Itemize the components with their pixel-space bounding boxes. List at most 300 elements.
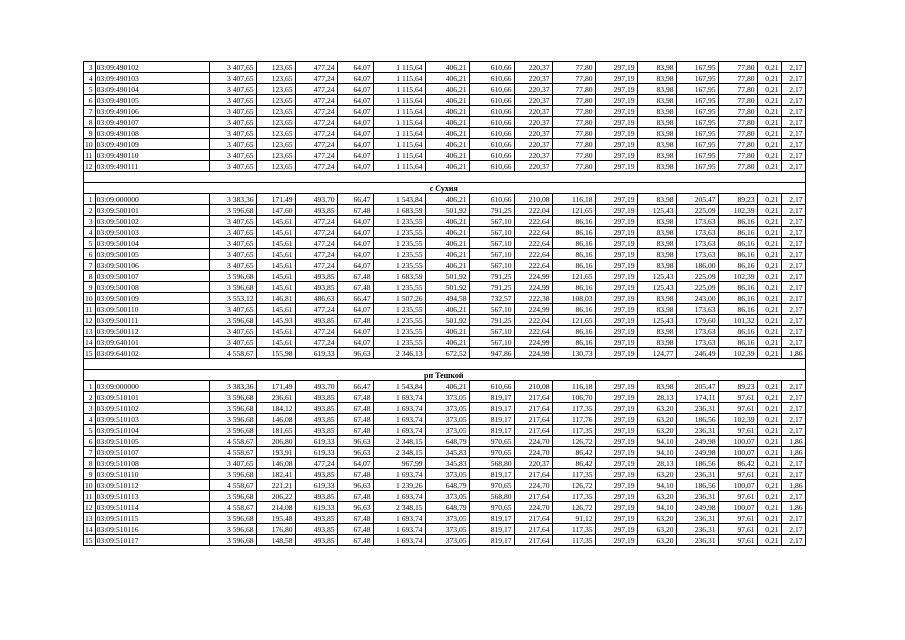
value-cell: 493,70 — [295, 194, 337, 205]
cadastral-code-cell: 03:09:000000 — [95, 381, 209, 392]
value-cell: 126,72 — [552, 502, 595, 513]
value-cell: 297,19 — [595, 216, 637, 227]
value-cell: 64,07 — [337, 95, 373, 106]
value-cell: 145,61 — [256, 249, 295, 260]
row-number-cell: 9 — [84, 469, 96, 480]
value-cell: 224,99 — [514, 304, 552, 315]
value-cell: 63,20 — [637, 491, 676, 502]
value-cell: 2,17 — [781, 150, 805, 161]
value-cell: 2 348,15 — [373, 447, 425, 458]
value-cell: 96,63 — [337, 436, 373, 447]
value-cell: 64,07 — [337, 227, 373, 238]
table-row — [84, 425, 806, 436]
value-cell: 77,80 — [718, 62, 757, 73]
cadastral-code-cell: 03:09:490109 — [95, 139, 209, 150]
value-cell: 0,21 — [757, 62, 781, 73]
value-cell: 97,61 — [718, 403, 757, 414]
value-cell: 145,61 — [256, 227, 295, 238]
value-cell: 64,07 — [337, 304, 373, 315]
table-row — [84, 414, 806, 425]
value-cell: 4 558,67 — [209, 436, 256, 447]
value-cell: 236,31 — [676, 403, 718, 414]
value-cell: 0,21 — [757, 238, 781, 249]
cadastral-code-cell: 03:09:510117 — [95, 535, 209, 546]
value-cell: 3 407,65 — [209, 117, 256, 128]
row-number-cell: 6 — [84, 436, 96, 447]
value-cell: 83,98 — [637, 73, 676, 84]
cadastral-code-cell: 03:09:500105 — [95, 249, 209, 260]
cadastral-code-cell: 03:09:490103 — [95, 73, 209, 84]
value-cell: 567,10 — [469, 238, 514, 249]
value-cell: 0,21 — [757, 216, 781, 227]
value-cell: 67,48 — [337, 513, 373, 524]
value-cell: 406,21 — [425, 84, 469, 95]
value-cell: 493,85 — [295, 282, 337, 293]
value-cell: 1 693,74 — [373, 513, 425, 524]
value-cell: 167,95 — [676, 117, 718, 128]
value-cell: 145,61 — [256, 326, 295, 337]
value-cell: 102,39 — [718, 205, 757, 216]
value-cell: 225,09 — [676, 205, 718, 216]
value-cell: 86,16 — [552, 282, 595, 293]
value-cell: 297,19 — [595, 304, 637, 315]
cadastral-code-cell: 03:09:510114 — [95, 502, 209, 513]
value-cell: 2,17 — [781, 425, 805, 436]
value-cell: 96,63 — [337, 447, 373, 458]
value-cell: 167,95 — [676, 106, 718, 117]
value-cell: 236,31 — [676, 469, 718, 480]
value-cell: 406,21 — [425, 260, 469, 271]
value-cell: 1 115,64 — [373, 117, 425, 128]
value-cell: 0,21 — [757, 513, 781, 524]
cadastral-code-cell: 03:09:490111 — [95, 161, 209, 172]
table-row — [84, 392, 806, 403]
value-cell: 4 558,67 — [209, 447, 256, 458]
value-cell: 1 239,26 — [373, 480, 425, 491]
value-cell: 77,80 — [552, 73, 595, 84]
value-cell: 297,19 — [595, 502, 637, 513]
value-cell: 672,52 — [425, 348, 469, 359]
value-cell: 97,61 — [718, 392, 757, 403]
value-cell: 77,80 — [718, 95, 757, 106]
value-cell: 477,24 — [295, 260, 337, 271]
value-cell: 494,58 — [425, 293, 469, 304]
value-cell: 117,76 — [552, 414, 595, 425]
value-cell: 97,61 — [718, 513, 757, 524]
value-cell: 3 383,36 — [209, 194, 256, 205]
value-cell: 217,64 — [514, 469, 552, 480]
value-cell: 64,07 — [337, 216, 373, 227]
table-row — [84, 249, 806, 260]
value-cell: 125,43 — [637, 315, 676, 326]
value-cell: 2,17 — [781, 139, 805, 150]
value-cell: 477,24 — [295, 249, 337, 260]
value-cell: 83,98 — [637, 337, 676, 348]
value-cell: 220,37 — [514, 62, 552, 73]
cadastral-code-cell: 03:09:510105 — [95, 436, 209, 447]
value-cell: 2,17 — [781, 161, 805, 172]
table-row — [84, 73, 806, 84]
row-number-cell: 12 — [84, 502, 96, 513]
value-cell: 3 383,36 — [209, 381, 256, 392]
table-row — [84, 106, 806, 117]
table-row — [84, 62, 806, 73]
value-cell: 2,17 — [781, 216, 805, 227]
value-cell: 1 235,55 — [373, 326, 425, 337]
value-cell: 222,64 — [514, 326, 552, 337]
value-cell: 345,83 — [425, 447, 469, 458]
row-number-cell: 4 — [84, 227, 96, 238]
table-row — [84, 282, 806, 293]
value-cell: 0,21 — [757, 425, 781, 436]
cadastral-code-cell: 03:09:490105 — [95, 95, 209, 106]
cadastral-code-cell: 03:09:490108 — [95, 128, 209, 139]
value-cell: 501,92 — [425, 205, 469, 216]
section-header-row — [84, 370, 806, 381]
value-cell: 125,43 — [637, 271, 676, 282]
row-number-cell: 11 — [84, 150, 96, 161]
value-cell: 1,86 — [781, 480, 805, 491]
value-cell: 123,65 — [256, 139, 295, 150]
value-cell: 619,33 — [295, 348, 337, 359]
value-cell: 220,37 — [514, 128, 552, 139]
value-cell: 94,10 — [637, 436, 676, 447]
value-cell: 186,00 — [676, 260, 718, 271]
value-cell: 406,21 — [425, 117, 469, 128]
cadastral-code-cell: 03:09:500112 — [95, 326, 209, 337]
value-cell: 186,56 — [676, 458, 718, 469]
value-cell: 477,24 — [295, 106, 337, 117]
value-cell: 297,19 — [595, 150, 637, 161]
value-cell: 1 115,64 — [373, 150, 425, 161]
value-cell: 123,65 — [256, 73, 295, 84]
row-number-cell: 14 — [84, 337, 96, 348]
value-cell: 477,24 — [295, 458, 337, 469]
table-row — [84, 238, 806, 249]
value-cell: 610,66 — [469, 128, 514, 139]
value-cell: 1 693,74 — [373, 403, 425, 414]
value-cell: 83,98 — [637, 161, 676, 172]
value-cell: 67,48 — [337, 535, 373, 546]
value-cell: 0,21 — [757, 326, 781, 337]
value-cell: 217,64 — [514, 535, 552, 546]
value-cell: 0,21 — [757, 337, 781, 348]
value-cell: 67,48 — [337, 491, 373, 502]
value-cell: 217,64 — [514, 491, 552, 502]
value-cell: 970,65 — [469, 447, 514, 458]
row-number-cell: 7 — [84, 260, 96, 271]
cadastral-code-cell: 03:09:500106 — [95, 260, 209, 271]
value-cell: 167,95 — [676, 62, 718, 73]
value-cell: 249,98 — [676, 502, 718, 513]
value-cell: 64,07 — [337, 117, 373, 128]
value-cell: 3 407,65 — [209, 326, 256, 337]
value-cell: 1 693,74 — [373, 535, 425, 546]
value-cell: 493,85 — [295, 491, 337, 502]
cadastral-code-cell: 03:09:510110 — [95, 469, 209, 480]
tariff-table — [83, 61, 806, 546]
value-cell: 220,37 — [514, 161, 552, 172]
value-cell: 108,03 — [552, 293, 595, 304]
value-cell: 67,48 — [337, 403, 373, 414]
value-cell: 77,80 — [552, 62, 595, 73]
value-cell: 86,16 — [718, 260, 757, 271]
value-cell: 477,24 — [295, 150, 337, 161]
value-cell: 3 407,65 — [209, 73, 256, 84]
value-cell: 67,48 — [337, 524, 373, 535]
value-cell: 97,61 — [718, 535, 757, 546]
value-cell: 3 596,68 — [209, 403, 256, 414]
value-cell: 373,05 — [425, 425, 469, 436]
value-cell: 1 507,26 — [373, 293, 425, 304]
value-cell: 220,37 — [514, 95, 552, 106]
value-cell: 217,64 — [514, 403, 552, 414]
value-cell: 220,37 — [514, 458, 552, 469]
value-cell: 221,21 — [256, 480, 295, 491]
value-cell: 100,07 — [718, 480, 757, 491]
value-cell: 1,86 — [781, 436, 805, 447]
value-cell: 83,98 — [637, 249, 676, 260]
value-cell: 1 235,55 — [373, 216, 425, 227]
value-cell: 406,21 — [425, 249, 469, 260]
row-number-cell: 2 — [84, 205, 96, 216]
value-cell: 77,80 — [718, 73, 757, 84]
value-cell: 2,17 — [781, 238, 805, 249]
value-cell: 0,21 — [757, 304, 781, 315]
cadastral-code-cell: 03:09:510102 — [95, 403, 209, 414]
value-cell: 0,21 — [757, 282, 781, 293]
table-row — [84, 150, 806, 161]
value-cell: 2 348,15 — [373, 502, 425, 513]
value-cell: 146,08 — [256, 414, 295, 425]
value-cell: 86,16 — [718, 238, 757, 249]
value-cell: 297,19 — [595, 491, 637, 502]
row-number-cell: 9 — [84, 128, 96, 139]
cadastral-code-cell: 03:09:510107 — [95, 447, 209, 458]
value-cell: 1 115,64 — [373, 139, 425, 150]
row-number-cell: 1 — [84, 194, 96, 205]
value-cell: 2,17 — [781, 293, 805, 304]
value-cell: 297,19 — [595, 436, 637, 447]
value-cell: 373,05 — [425, 469, 469, 480]
value-cell: 123,65 — [256, 106, 295, 117]
value-cell: 86,16 — [718, 227, 757, 238]
value-cell: 64,07 — [337, 128, 373, 139]
value-cell: 220,37 — [514, 84, 552, 95]
value-cell: 64,07 — [337, 326, 373, 337]
cadastral-code-cell: 03:09:500102 — [95, 216, 209, 227]
value-cell: 0,21 — [757, 414, 781, 425]
value-cell: 145,61 — [256, 337, 295, 348]
value-cell: 3 407,65 — [209, 106, 256, 117]
value-cell: 86,16 — [718, 304, 757, 315]
value-cell: 406,21 — [425, 194, 469, 205]
table-row — [84, 315, 806, 326]
value-cell: 477,24 — [295, 304, 337, 315]
value-cell: 297,19 — [595, 513, 637, 524]
value-cell: 819,17 — [469, 425, 514, 436]
value-cell: 66,47 — [337, 293, 373, 304]
value-cell: 3 596,68 — [209, 205, 256, 216]
value-cell: 83,98 — [637, 150, 676, 161]
value-cell: 123,65 — [256, 150, 295, 161]
value-cell: 2,17 — [781, 260, 805, 271]
value-cell: 64,07 — [337, 139, 373, 150]
value-cell: 83,98 — [637, 62, 676, 73]
value-cell: 493,85 — [295, 469, 337, 480]
value-cell: 493,85 — [295, 392, 337, 403]
row-number-cell: 4 — [84, 414, 96, 425]
value-cell: 501,92 — [425, 282, 469, 293]
value-cell: 297,19 — [595, 139, 637, 150]
value-cell: 1 235,55 — [373, 337, 425, 348]
value-cell: 117,35 — [552, 491, 595, 502]
value-cell: 220,37 — [514, 139, 552, 150]
value-cell: 3 596,68 — [209, 535, 256, 546]
value-cell: 224,70 — [514, 436, 552, 447]
row-number-cell: 10 — [84, 293, 96, 304]
value-cell: 77,80 — [552, 128, 595, 139]
value-cell: 493,85 — [295, 315, 337, 326]
section-title: с Сухия — [84, 183, 806, 194]
spacer-cell — [84, 172, 806, 183]
value-cell: 297,19 — [595, 73, 637, 84]
value-cell: 1 235,55 — [373, 304, 425, 315]
value-cell: 3 596,68 — [209, 425, 256, 436]
value-cell: 77,80 — [552, 117, 595, 128]
value-cell: 1 115,64 — [373, 95, 425, 106]
value-cell: 0,21 — [757, 161, 781, 172]
value-cell: 83,98 — [637, 381, 676, 392]
value-cell: 63,20 — [637, 513, 676, 524]
value-cell: 3 596,68 — [209, 392, 256, 403]
value-cell: 97,61 — [718, 469, 757, 480]
value-cell: 0,21 — [757, 447, 781, 458]
value-cell: 297,19 — [595, 117, 637, 128]
value-cell: 477,24 — [295, 62, 337, 73]
cadastral-code-cell: 03:09:500107 — [95, 271, 209, 282]
value-cell: 2,17 — [781, 106, 805, 117]
value-cell: 97,61 — [718, 524, 757, 535]
value-cell: 64,07 — [337, 73, 373, 84]
value-cell: 102,39 — [718, 348, 757, 359]
table-row — [84, 381, 806, 392]
value-cell: 249,98 — [676, 436, 718, 447]
value-cell: 2 346,13 — [373, 348, 425, 359]
section-header-row — [84, 183, 806, 194]
row-number-cell: 15 — [84, 348, 96, 359]
value-cell: 86,42 — [552, 447, 595, 458]
value-cell: 224,70 — [514, 502, 552, 513]
value-cell: 501,92 — [425, 315, 469, 326]
value-cell: 819,17 — [469, 524, 514, 535]
value-cell: 610,66 — [469, 381, 514, 392]
value-cell: 86,16 — [718, 249, 757, 260]
value-cell: 94,10 — [637, 480, 676, 491]
value-cell: 3 553,12 — [209, 293, 256, 304]
table-row — [84, 194, 806, 205]
value-cell: 1 683,59 — [373, 205, 425, 216]
value-cell: 123,65 — [256, 62, 295, 73]
value-cell: 1 235,55 — [373, 260, 425, 271]
value-cell: 97,61 — [718, 425, 757, 436]
value-cell: 297,19 — [595, 337, 637, 348]
value-cell: 619,33 — [295, 436, 337, 447]
value-cell: 0,21 — [757, 95, 781, 106]
value-cell: 4 558,67 — [209, 480, 256, 491]
value-cell: 2 348,15 — [373, 436, 425, 447]
value-cell: 86,16 — [718, 337, 757, 348]
cadastral-code-cell: 03:09:500111 — [95, 315, 209, 326]
value-cell: 236,31 — [676, 524, 718, 535]
value-cell: 224,99 — [514, 348, 552, 359]
value-cell: 297,19 — [595, 227, 637, 238]
table-row — [84, 117, 806, 128]
value-cell: 117,35 — [552, 469, 595, 480]
value-cell: 66,47 — [337, 194, 373, 205]
value-cell: 477,24 — [295, 84, 337, 95]
value-cell: 186,56 — [676, 480, 718, 491]
value-cell: 406,21 — [425, 73, 469, 84]
value-cell: 64,07 — [337, 238, 373, 249]
value-cell: 297,19 — [595, 62, 637, 73]
value-cell: 2,17 — [781, 205, 805, 216]
value-cell: 224,99 — [514, 282, 552, 293]
value-cell: 373,05 — [425, 535, 469, 546]
value-cell: 610,66 — [469, 73, 514, 84]
value-cell: 86,16 — [718, 293, 757, 304]
value-cell: 225,09 — [676, 271, 718, 282]
value-cell: 486,63 — [295, 293, 337, 304]
value-cell: 619,33 — [295, 447, 337, 458]
cadastral-code-cell: 03:09:510113 — [95, 491, 209, 502]
value-cell: 3 596,68 — [209, 491, 256, 502]
cadastral-code-cell: 03:09:490110 — [95, 150, 209, 161]
row-number-cell: 14 — [84, 524, 96, 535]
value-cell: 224,99 — [514, 271, 552, 282]
value-cell: 297,19 — [595, 480, 637, 491]
value-cell: 77,80 — [552, 161, 595, 172]
value-cell: 171,49 — [256, 381, 295, 392]
value-cell: 86,16 — [552, 326, 595, 337]
row-number-cell: 6 — [84, 95, 96, 106]
value-cell: 477,24 — [295, 337, 337, 348]
value-cell: 220,37 — [514, 117, 552, 128]
value-cell: 96,63 — [337, 480, 373, 491]
row-number-cell: 11 — [84, 304, 96, 315]
value-cell: 493,85 — [295, 524, 337, 535]
value-cell: 28,13 — [637, 458, 676, 469]
value-cell: 94,10 — [637, 502, 676, 513]
value-cell: 0,21 — [757, 381, 781, 392]
value-cell: 222,64 — [514, 238, 552, 249]
value-cell: 610,66 — [469, 139, 514, 150]
value-cell: 3 407,65 — [209, 260, 256, 271]
value-cell: 83,98 — [637, 84, 676, 95]
value-cell: 1 235,55 — [373, 282, 425, 293]
cadastral-code-cell: 03:09:500109 — [95, 293, 209, 304]
value-cell: 195,48 — [256, 513, 295, 524]
value-cell: 2,17 — [781, 227, 805, 238]
row-number-cell: 8 — [84, 117, 96, 128]
value-cell: 123,65 — [256, 95, 295, 106]
row-number-cell: 6 — [84, 249, 96, 260]
value-cell: 173,63 — [676, 304, 718, 315]
value-cell: 297,19 — [595, 249, 637, 260]
value-cell: 167,95 — [676, 150, 718, 161]
row-number-cell: 11 — [84, 491, 96, 502]
value-cell: 297,19 — [595, 447, 637, 458]
